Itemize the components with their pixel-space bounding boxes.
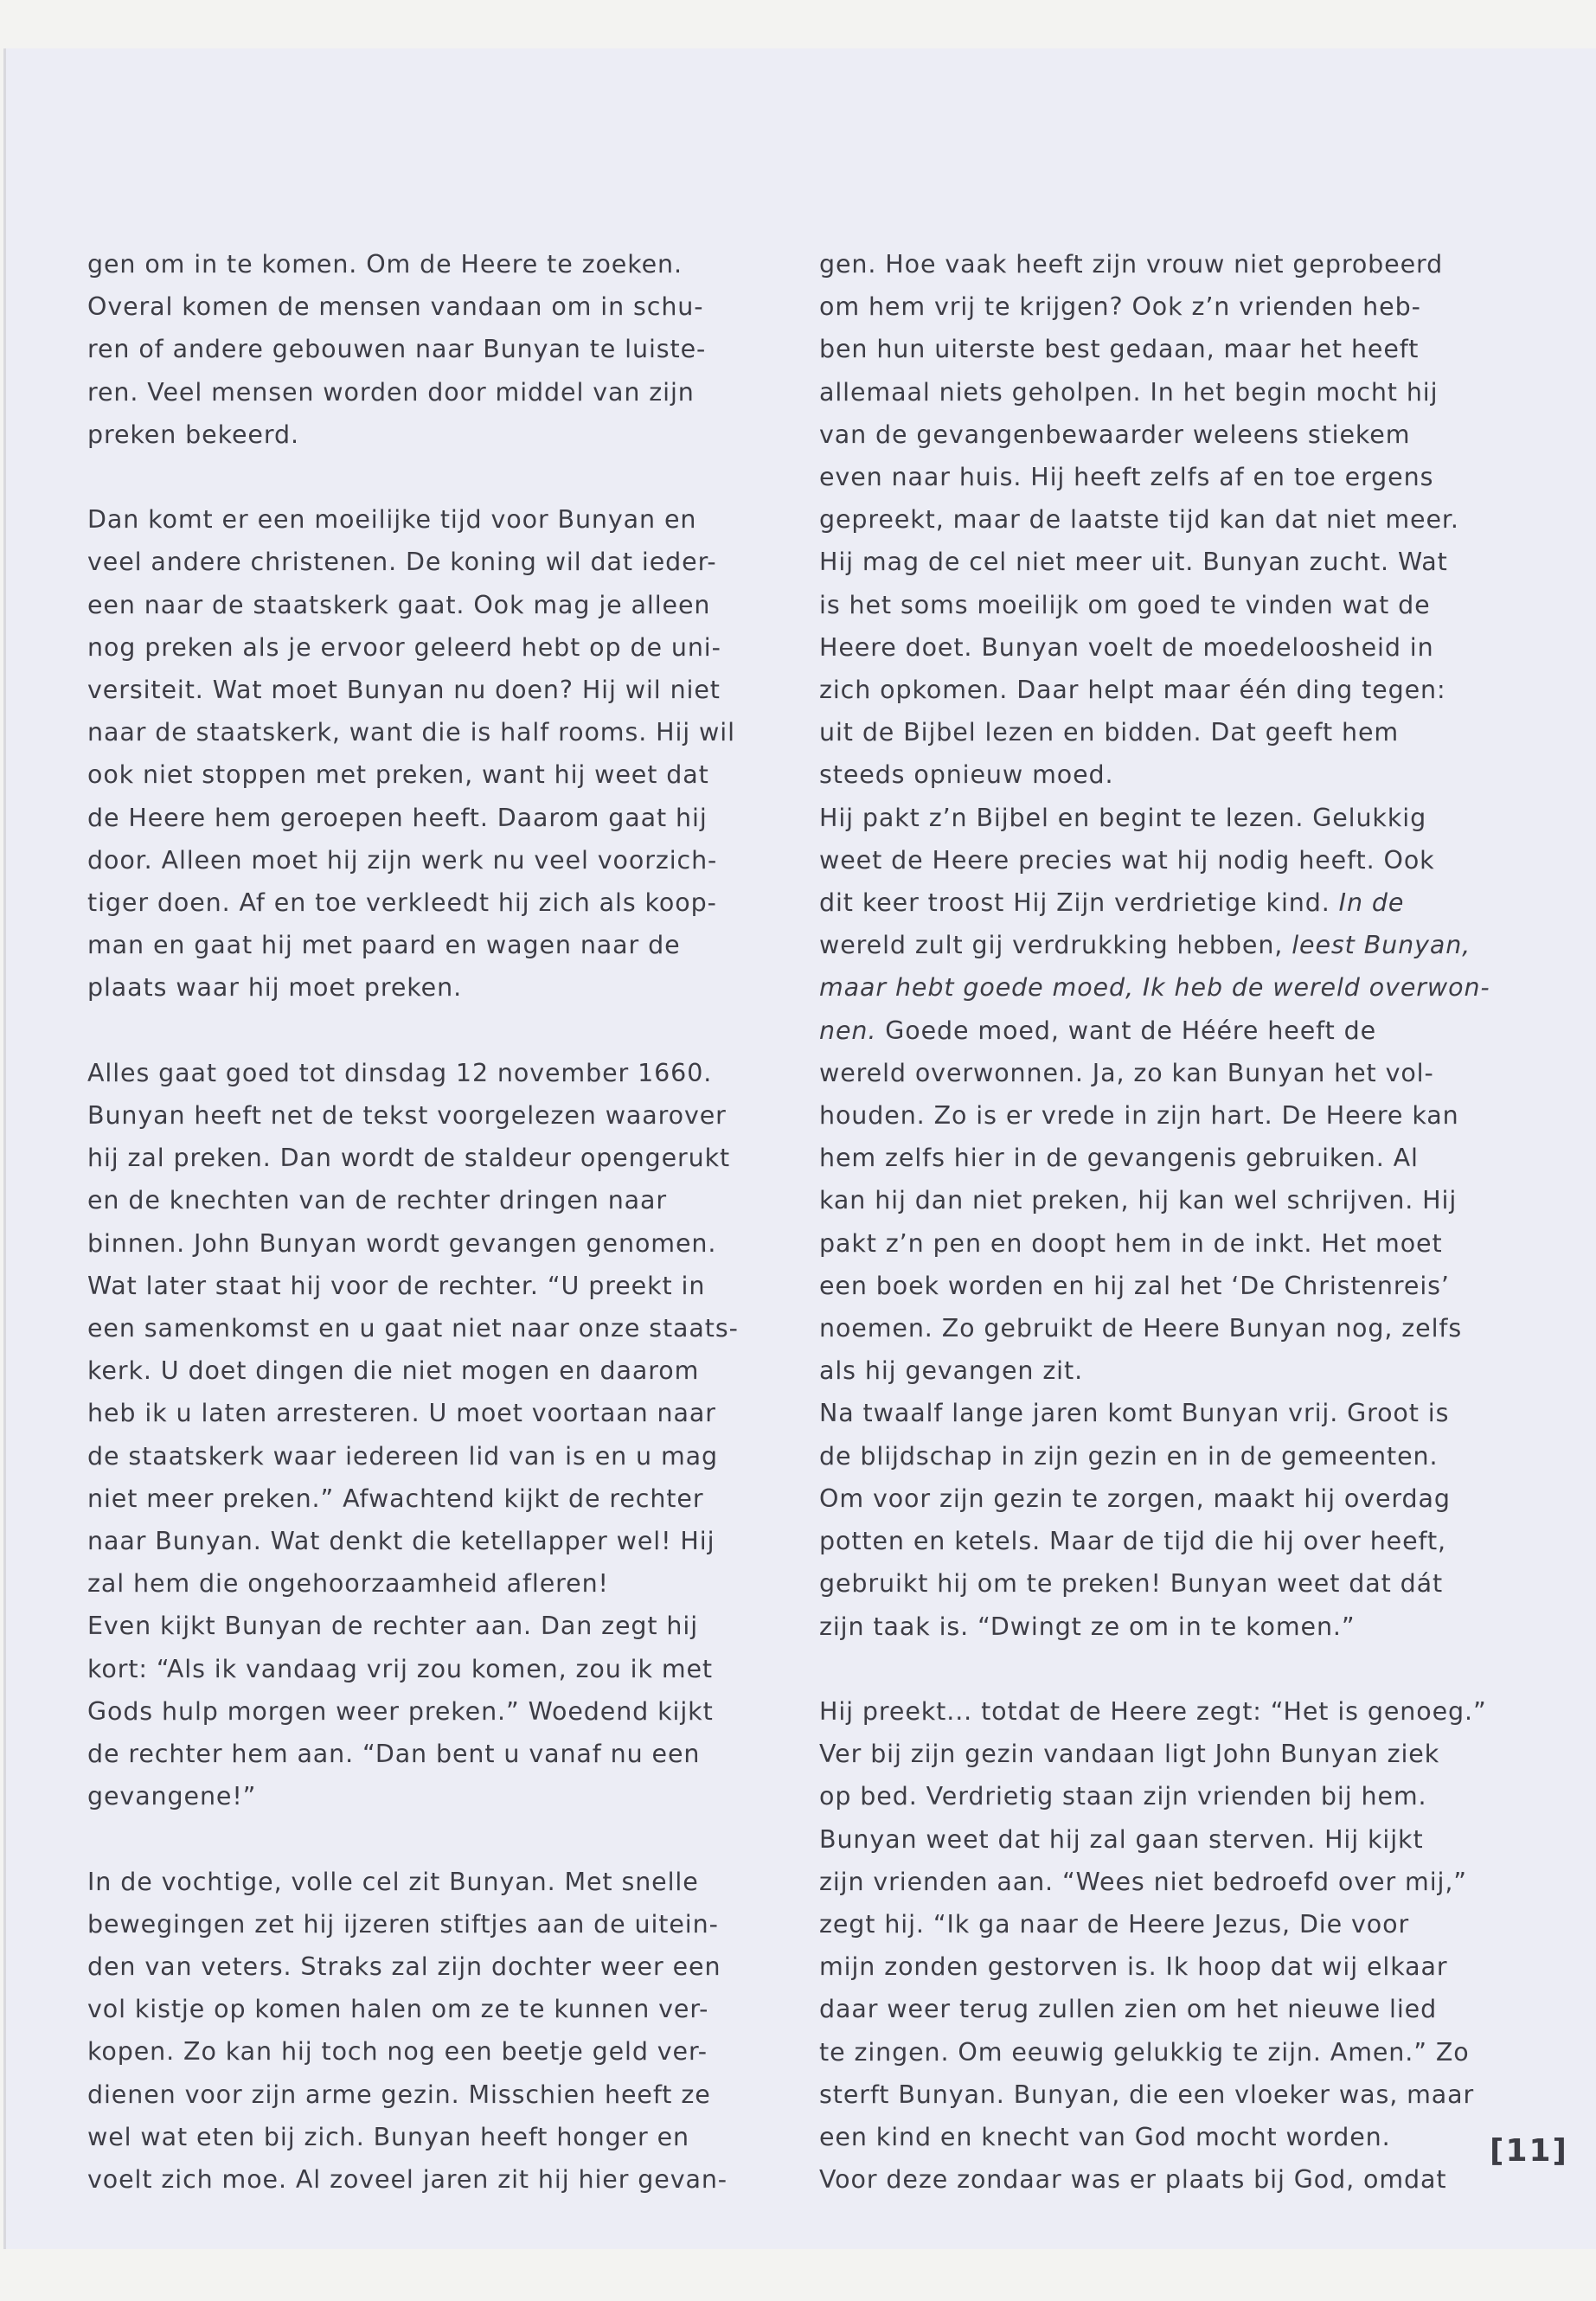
text-run: weet de Heere precies wat hij nodig heeft. Ook [819, 845, 1435, 875]
paragraph [819, 243, 1494, 797]
text-line [819, 243, 1494, 285]
text-run: Even kijkt Bunyan de rechter aan. Dan zegt hij [87, 1612, 699, 1641]
text-run: een naar de staatskerk gaat. Ook mag je alleen [87, 590, 711, 619]
text-line [87, 711, 762, 753]
text-line [87, 881, 762, 924]
paragraph [87, 498, 762, 1009]
text-line [87, 1648, 762, 1690]
text-line [819, 1861, 1494, 1903]
text-run: den van veters. Straks zal zijn dochter weer een [87, 1952, 721, 1982]
text-run: plaats waar hij moet preken. [87, 973, 463, 1003]
text-line [87, 2158, 762, 2201]
text-column-right [819, 243, 1494, 2201]
text-line [87, 498, 762, 541]
text-line [87, 371, 762, 413]
text-run: de blijdschap in zijn gezin en in de gemeenten. [819, 1441, 1439, 1471]
text-run: gen. Hoe vaak heeft zijn vrouw niet geprobeerd [819, 250, 1444, 279]
paragraph [819, 1392, 1494, 1647]
text-run: een samenkomst en u gaat niet naar onze staats- [87, 1314, 739, 1343]
text-line [819, 1052, 1494, 1094]
text-line [819, 413, 1494, 456]
text-line [87, 1562, 762, 1605]
text-run: even naar huis. Hij heeft zelfs af en toe ergens [819, 463, 1434, 492]
text-line [87, 669, 762, 711]
text-line [87, 541, 762, 583]
italic-text: In de [1338, 888, 1405, 918]
text-line [819, 584, 1494, 626]
text-line [87, 1520, 762, 1562]
text-run: Heere doet. Bunyan voelt de moedeloosheid in [819, 632, 1434, 662]
text-run: ook niet stoppen met preken, want hij weet dat [87, 760, 709, 790]
text-run: kerk. U doet dingen die niet mogen en daarom [87, 1356, 700, 1386]
text-line [87, 328, 762, 370]
text-run: versiteit. Wat moet Bunyan nu doen? Hij wil niet [87, 676, 721, 705]
text-run: een kind en knecht van God mocht worden. [819, 2122, 1391, 2151]
text-line [87, 924, 762, 966]
text-run: zijn vrienden aan. “Wees niet bedroefd over mij,” [819, 1867, 1467, 1896]
text-run: Gods hulp morgen weer preken.” Woedend kijkt [87, 1696, 714, 1726]
text-line [87, 1605, 762, 1647]
text-run: gen om in te komen. Om de Heere te zoeken. [87, 250, 683, 279]
book-page [3, 48, 1596, 2249]
text-line [87, 1179, 762, 1221]
text-run: houden. Zo is er vrede in zijn hart. De Heere kan [819, 1101, 1459, 1131]
text-line [87, 413, 762, 456]
text-run: Wat later staat hij voor de rechter. “U preekt in [87, 1271, 706, 1300]
text-line [819, 371, 1494, 413]
text-run: Voor deze zondaar was er plaats bij God, omdat [819, 2165, 1447, 2195]
text-run: vol kistje op komen halen om ze te kunnen ver- [87, 1995, 709, 2024]
text-line [819, 285, 1494, 328]
text-run: mijn zonden gestorven is. Ik hoop dat wij elkaar [819, 1952, 1448, 1982]
text-run: Hij pakt z’n Bijbel en begint te lezen. Gelukkig [819, 803, 1427, 832]
text-line [819, 797, 1494, 839]
text-line [819, 881, 1494, 924]
text-run: niet meer preken.” Afwachtend kijkt de rechter [87, 1484, 704, 1513]
text-line [819, 456, 1494, 498]
text-run: potten en ketels. Maar de tijd die hij over heeft, [819, 1527, 1447, 1556]
text-line [819, 924, 1494, 966]
text-run: Dan komt er een moeilijke tijd voor Bunyan en [87, 505, 697, 535]
text-line [87, 1349, 762, 1392]
text-line [819, 2073, 1494, 2116]
text-run: Hij mag de cel niet meer uit. Bunyan zucht. Wat [819, 548, 1448, 577]
text-run: en de knechten van de rechter dringen naar [87, 1186, 668, 1215]
text-run: de rechter hem aan. “Dan bent u vanaf nu een [87, 1740, 701, 1769]
text-line [87, 839, 762, 881]
text-line [819, 498, 1494, 541]
text-line [87, 1775, 762, 1817]
text-run: veel andere christenen. De koning wil dat ieder- [87, 548, 717, 577]
italic-text: nen. [819, 1016, 877, 1045]
italic-text: leest Bunyan, [1283, 931, 1471, 960]
text-run: Hij preekt... totdat de Heere zegt: “Het is genoeg.” [819, 1696, 1487, 1726]
text-line [87, 1094, 762, 1137]
text-line [819, 626, 1494, 669]
text-line [819, 1094, 1494, 1137]
text-line [819, 328, 1494, 370]
text-line [819, 1988, 1494, 2030]
text-run: uit de Bijbel lezen en bidden. Dat geeft hem [819, 718, 1400, 747]
page-number: [11] [1490, 2133, 1569, 2169]
text-line [819, 1392, 1494, 1434]
text-run: Bunyan weet dat hij zal gaan sterven. Hij kijkt [819, 1824, 1424, 1854]
text-run: naar de staatskerk, want die is half rooms. Hij wil [87, 718, 735, 747]
text-run: sterft Bunyan. Bunyan, die een vloeker was, maar [819, 2080, 1475, 2109]
paragraph [87, 1052, 762, 1606]
text-line [819, 1520, 1494, 1562]
text-run: van de gevangenbewaarder weleens stiekem [819, 420, 1411, 449]
text-run: dienen voor zijn arme gezin. Misschien heeft ze [87, 2080, 711, 2109]
text-line [819, 2158, 1494, 2201]
text-run: daar weer terug zullen zien om het nieuwe lied [819, 1995, 1438, 2024]
text-line [87, 626, 762, 669]
text-run: Om voor zijn gezin te zorgen, maakt hij overdag [819, 1484, 1451, 1513]
text-column-left [87, 243, 762, 2201]
text-line [819, 1179, 1494, 1221]
text-run: ren. Veel mensen worden door middel van zijn [87, 377, 695, 407]
text-run: tiger doen. Af en toe verkleedt hij zich als koop- [87, 888, 717, 918]
text-line [819, 1903, 1494, 1945]
text-line [87, 1733, 762, 1775]
text-line [87, 1861, 762, 1903]
text-run: is het soms moeilijk om goed te vinden wat de [819, 590, 1431, 619]
text-run: Overal komen de mensen vandaan om in schu- [87, 292, 704, 322]
text-line [819, 1606, 1494, 1648]
text-run: heb ik u laten arresteren. U moet voortaan naar [87, 1399, 716, 1428]
text-line [87, 2073, 762, 2116]
text-run: hem zelfs hier in de gevangenis gebruiken. Al [819, 1144, 1419, 1173]
text-line [87, 1435, 762, 1477]
text-line [819, 711, 1494, 753]
text-run: preken bekeerd. [87, 420, 299, 449]
text-run: allemaal niets geholpen. In het begin mocht hij [819, 377, 1439, 407]
text-line [87, 285, 762, 328]
text-line [87, 1690, 762, 1733]
text-run: te zingen. Om eeuwig gelukkig te zijn. Amen.” Zo [819, 2037, 1470, 2067]
text-line [87, 1945, 762, 1988]
text-line [87, 1222, 762, 1265]
text-run: de Heere hem geroepen heeft. Daarom gaat hij [87, 803, 708, 832]
text-run: hij zal preken. Dan wordt de staldeur opengerukt [87, 1144, 731, 1173]
text-line [87, 966, 762, 1009]
paragraph [819, 1690, 1494, 2201]
text-line [819, 541, 1494, 583]
text-line [819, 839, 1494, 881]
text-run: nog preken als je ervoor geleerd hebt op de uni- [87, 632, 721, 662]
text-run: op bed. Verdrietig staan zijn vrienden bij hem. [819, 1782, 1427, 1811]
text-line [87, 1988, 762, 2030]
text-line [819, 2116, 1494, 2158]
text-run: gepreekt, maar de laatste tijd kan dat niet meer. [819, 505, 1459, 535]
text-line [819, 966, 1494, 1009]
text-line [819, 2031, 1494, 2073]
text-run: zegt hij. “Ik ga naar de Heere Jezus, Die voor [819, 1909, 1410, 1939]
text-line [87, 2116, 762, 2158]
text-line [819, 1775, 1494, 1817]
text-line [819, 1222, 1494, 1265]
text-line [87, 1903, 762, 1945]
text-run: zal hem die ongehoorzaamheid afleren! [87, 1569, 609, 1599]
italic-text: maar hebt goede moed, Ik heb de wereld overwon- [819, 973, 1490, 1003]
text-line [87, 1392, 762, 1434]
text-line [819, 1349, 1494, 1392]
text-run: Na twaalf lange jaren komt Bunyan vrij. Groot is [819, 1399, 1450, 1428]
text-line [87, 1137, 762, 1179]
text-line [819, 1690, 1494, 1733]
text-run: wereld zult gij verdrukking hebben, [819, 931, 1284, 960]
text-run: naar Bunyan. Wat denkt die ketellapper wel! Hij [87, 1527, 715, 1556]
text-line [819, 1137, 1494, 1179]
text-run: zijn taak is. “Dwingt ze om in te komen.” [819, 1612, 1356, 1641]
text-line [87, 753, 762, 796]
text-run: man en gaat hij met paard en wagen naar de [87, 931, 681, 960]
text-run: gebruikt hij om te preken! Bunyan weet dat dát [819, 1569, 1444, 1599]
text-line [819, 1945, 1494, 1988]
paragraph [87, 1861, 762, 2202]
text-run: de staatskerk waar iedereen lid van is en u mag [87, 1441, 718, 1471]
text-line [87, 1307, 762, 1349]
text-run: steeds opnieuw moed. [819, 760, 1114, 790]
text-run: Alles gaat goed tot dinsdag 12 november 1660. [87, 1058, 713, 1087]
text-run: voelt zich moe. Al zoveel jaren zit hij hier gevan- [87, 2165, 727, 2195]
text-line [819, 1562, 1494, 1605]
text-line [87, 243, 762, 285]
text-run: pakt z’n pen en doopt hem in de inkt. Het moet [819, 1228, 1443, 1258]
text-run: kort: “Als ik vandaag vrij zou komen, zou ik met [87, 1654, 714, 1683]
text-run: om hem vrij te krijgen? Ook z’n vrienden heb- [819, 292, 1421, 322]
text-run: bewegingen zet hij ijzeren stiftjes aan de uitein- [87, 1909, 719, 1939]
text-line [87, 1052, 762, 1094]
text-line [87, 2030, 762, 2073]
text-run: wereld overwonnen. Ja, zo kan Bunyan het vol- [819, 1058, 1434, 1087]
text-line [87, 584, 762, 626]
paragraph [87, 243, 762, 456]
text-line [819, 753, 1494, 796]
text-line [819, 669, 1494, 711]
paragraph [87, 1605, 762, 1817]
text-run: gevangene!” [87, 1782, 257, 1811]
text-line [819, 1733, 1494, 1775]
text-run: een boek worden en hij zal het ‘De Christenreis’ [819, 1271, 1450, 1300]
text-line [819, 1435, 1494, 1477]
text-line [87, 797, 762, 839]
text-run: Ver bij zijn gezin vandaan ligt John Bunyan ziek [819, 1740, 1440, 1769]
text-run: wel wat eten bij zich. Bunyan heeft honger en [87, 2122, 689, 2151]
text-run: Goede moed, want de Héére heeft de [876, 1016, 1377, 1045]
paragraph [819, 797, 1494, 1393]
text-line [819, 1477, 1494, 1520]
text-run: Bunyan heeft net de tekst voorgelezen waarover [87, 1101, 727, 1131]
text-run: ben hun uiterste best gedaan, maar het heeft [819, 335, 1420, 364]
text-line [87, 1477, 762, 1520]
text-run: als hij gevangen zit. [819, 1356, 1084, 1386]
text-run: In de vochtige, volle cel zit Bunyan. Met snelle [87, 1867, 699, 1896]
text-line [819, 1818, 1494, 1861]
text-line [819, 1265, 1494, 1307]
text-run: binnen. John Bunyan wordt gevangen genomen. [87, 1228, 717, 1258]
text-run: door. Alleen moet hij zijn werk nu veel voorzich- [87, 845, 718, 875]
text-line [87, 1265, 762, 1307]
text-line [819, 1307, 1494, 1349]
text-run: ren of andere gebouwen naar Bunyan te luiste- [87, 335, 707, 364]
text-run: dit keer troost Hij Zijn verdrietige kind. [819, 888, 1339, 918]
text-line [819, 1009, 1494, 1052]
text-run: zich opkomen. Daar helpt maar één ding tegen: [819, 676, 1446, 705]
text-run: noemen. Zo gebruikt de Heere Bunyan nog, zelfs [819, 1314, 1463, 1343]
text-run: kopen. Zo kan hij toch nog een beetje geld ver- [87, 2037, 708, 2067]
text-run: kan hij dan niet preken, hij kan wel schrijven. Hij [819, 1186, 1458, 1215]
